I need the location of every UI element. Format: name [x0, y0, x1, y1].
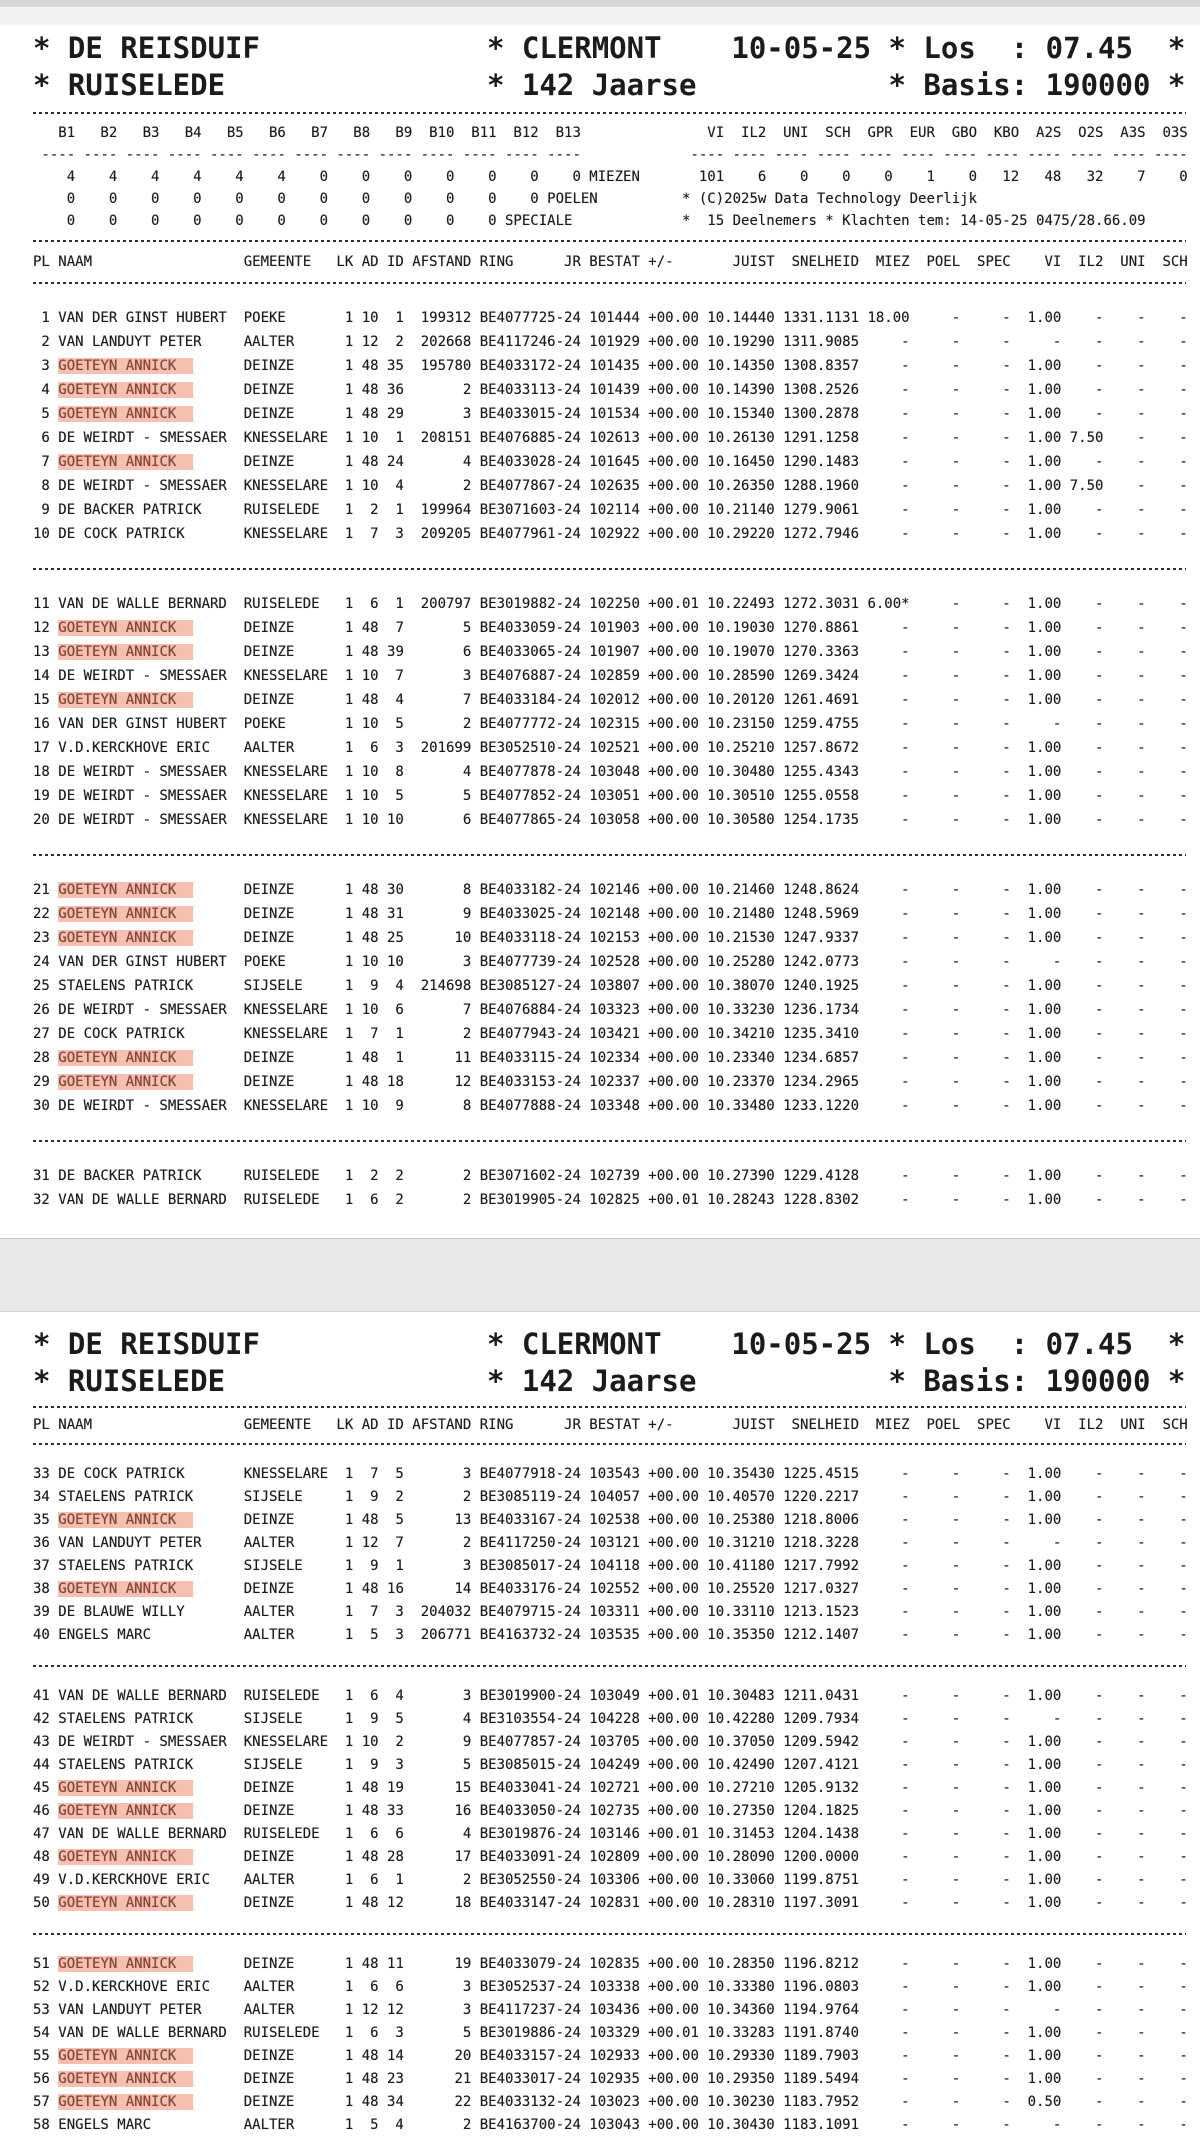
result-row-48: 48 GOETEYN ANNICK DEINZE 1 48 28 17 BE4033091-24 102809 +00.00 10.28090 1200.0000 - - - 1.00 - - -: [33, 1849, 1188, 1865]
result-row-2: 2 VAN LANDUYT PETER AALTER 1 12 2 202668 BE4117246-24 101929 +00.00 10.19290 1311.9085 - - - - - - -: [33, 334, 1188, 350]
result-row-11: 11 VAN DE WALLE BERNARD RUISELEDE 1 6 1 200797 BE3019882-24 102250 +00.01 10.22493 1272.3031 6.00* - - 1.00 - - -: [33, 596, 1188, 612]
result-row-4: 4 GOETEYN ANNICK DEINZE 1 48 36 2 BE4033113-24 101439 +00.00 10.14390 1308.2526 - - - 1.00 - - -: [33, 382, 1188, 398]
dashed-divider: [33, 1665, 1186, 1667]
pools-columns-underline: ---- ---- ---- ---- ---- ---- ---- ---- ---- ---- ---- ---- ---- ---- ---- ---- ---- ---- ---- ---- ---- ---- ---- ---- ----: [33, 147, 1188, 163]
result-row-52: 52 V.D.KERCKHOVE ERIC AALTER 1 6 6 3 BE3052537-24 103338 +00.00 10.33380 1196.0803 - - - 1.00 - - -: [33, 1979, 1188, 1995]
result-row-33: 33 DE COCK PATRICK KNESSELARE 1 7 5 3 BE4077918-24 103543 +00.00 10.35430 1225.4515 - - - 1.00 - - -: [33, 1466, 1188, 1482]
pools-speciale-row: 0 0 0 0 0 0 0 0 0 0 0 SPECIALE * 15 Deelnemers * Klachten tem: 14-05-25 0475/28.66.09: [33, 213, 1146, 229]
result-row-31: 31 DE BACKER PATRICK RUISELEDE 1 2 2 2 BE3071602-24 102739 +00.00 10.27390 1229.4128 - - - 1.00 - - -: [33, 1168, 1188, 1184]
report-header-line2: * RUISELEDE * 142 Jaarse * Basis: 190000 *: [33, 68, 1186, 102]
result-row-13: 13 GOETEYN ANNICK DEINZE 1 48 39 6 BE4033065-24 101907 +00.00 10.19070 1270.3363 - - - 1.00 - - -: [33, 644, 1188, 660]
highlighted-fancier-name: GOETEYN ANNICK: [58, 1956, 194, 1972]
dashed-divider: [33, 568, 1186, 570]
result-row-36: 36 VAN LANDUYT PETER AALTER 1 12 7 2 BE4117250-24 103121 +00.00 10.31210 1218.3228 - - - - - - -: [33, 1535, 1188, 1551]
result-row-50: 50 GOETEYN ANNICK DEINZE 1 48 12 18 BE4033147-24 102831 +00.00 10.28310 1197.3091 - - - 1.00 - - -: [33, 1895, 1188, 1911]
result-row-54: 54 VAN DE WALLE BERNARD RUISELEDE 1 6 3 5 BE3019886-24 103329 +00.01 10.33283 1191.8740 - - - 1.00 - - -: [33, 2025, 1188, 2041]
highlighted-fancier-name: GOETEYN ANNICK: [58, 1581, 194, 1597]
page-break: [0, 1238, 1200, 1312]
pools-summary-block: [33, 122, 1200, 232]
result-row-6: 6 DE WEIRDT - SMESSAER KNESSELARE 1 10 1 208151 BE4076885-24 102613 +00.00 10.26130 1291.1258 - - - 1.00 7.50 - -: [33, 430, 1188, 446]
result-row-21: 21 GOETEYN ANNICK DEINZE 1 48 30 8 BE4033182-24 102146 +00.00 10.21460 1248.8624 - - - 1.00 - - -: [33, 882, 1188, 898]
highlighted-fancier-name: GOETEYN ANNICK: [58, 358, 194, 374]
highlighted-fancier-name: GOETEYN ANNICK: [58, 1074, 194, 1090]
highlighted-fancier-name: GOETEYN ANNICK: [58, 620, 194, 636]
result-row-27: 27 DE COCK PATRICK KNESSELARE 1 7 1 2 BE4077943-24 103421 +00.00 10.34210 1235.3410 - - - 1.00 - - -: [33, 1026, 1188, 1042]
result-row-55: 55 GOETEYN ANNICK DEINZE 1 48 14 20 BE4033157-24 102933 +00.00 10.29330 1189.7903 - - - 1.00 - - -: [33, 2048, 1188, 2064]
result-row-28: 28 GOETEYN ANNICK DEINZE 1 48 1 11 BE4033115-24 102334 +00.00 10.23340 1234.6857 - - - 1.00 - - -: [33, 1050, 1188, 1066]
highlighted-fancier-name: GOETEYN ANNICK: [58, 930, 194, 946]
result-row-42: 42 STAELENS PATRICK SIJSELE 1 9 5 4 BE3103554-24 104228 +00.00 10.42280 1209.7934 - - - - - - -: [33, 1711, 1188, 1727]
result-row-35: 35 GOETEYN ANNICK DEINZE 1 48 5 13 BE4033167-24 102538 +00.00 10.25380 1218.8006 - - - 1.00 - - -: [33, 1512, 1188, 1528]
result-row-57: 57 GOETEYN ANNICK DEINZE 1 48 34 22 BE4033132-24 103023 +00.00 10.30230 1183.7952 - - - 0.50 - - -: [33, 2094, 1188, 2110]
result-row-46: 46 GOETEYN ANNICK DEINZE 1 48 33 16 BE4033050-24 102735 +00.00 10.27350 1204.1825 - - - 1.00 - - -: [33, 1803, 1188, 1819]
highlighted-fancier-name: GOETEYN ANNICK: [58, 1803, 194, 1819]
result-row-19: 19 DE WEIRDT - SMESSAER KNESSELARE 1 10 5 5 BE4077852-24 103051 +00.00 10.30510 1255.0558 - - - 1.00 - - -: [33, 788, 1188, 804]
result-row-39: 39 DE BLAUWE WILLY AALTER 1 7 3 204032 BE4079715-24 103311 +00.00 10.33110 1213.1523 - - - 1.00 - - -: [33, 1604, 1188, 1620]
result-row-41: 41 VAN DE WALLE BERNARD RUISELEDE 1 6 4 3 BE3019900-24 103049 +00.01 10.30483 1211.0431 - - - 1.00 - - -: [33, 1688, 1188, 1704]
result-group: [33, 306, 1200, 546]
result-row-24: 24 VAN DER GINST HUBERT POEKE 1 10 10 3 BE4077739-24 102528 +00.00 10.25280 1242.0773 - - - - - - -: [33, 954, 1188, 970]
result-row-16: 16 VAN DER GINST HUBERT POEKE 1 10 5 2 BE4077772-24 102315 +00.00 10.23150 1259.4755 - - - - - - -: [33, 716, 1188, 732]
result-row-53: 53 VAN LANDUYT PETER AALTER 1 12 12 3 BE4117237-24 103436 +00.00 10.34360 1194.9764 - - - - - - -: [33, 2002, 1188, 2018]
result-group: [33, 878, 1200, 1118]
highlighted-fancier-name: GOETEYN ANNICK: [58, 1050, 194, 1066]
result-row-8: 8 DE WEIRDT - SMESSAER KNESSELARE 1 10 4 2 BE4077867-24 102635 +00.00 10.26350 1288.1960 - - - 1.00 7.50 - -: [33, 478, 1188, 494]
result-row-32: 32 VAN DE WALLE BERNARD RUISELEDE 1 6 2 2 BE3019905-24 102825 +00.01 10.28243 1228.8302 - - - 1.00 - - -: [33, 1192, 1188, 1208]
result-row-37: 37 STAELENS PATRICK SIJSELE 1 9 1 3 BE3085017-24 104118 +00.00 10.41180 1217.7992 - - - 1.00 - - -: [33, 1558, 1188, 1574]
result-group: [33, 1953, 1200, 2137]
report-header-line1: * DE REISDUIF * CLERMONT 10-05-25 * Los : 07.45 *: [33, 31, 1186, 65]
dashed-divider: [33, 1443, 1186, 1445]
highlighted-fancier-name: GOETEYN ANNICK: [58, 454, 194, 470]
result-row-26: 26 DE WEIRDT - SMESSAER KNESSELARE 1 10 6 7 BE4076884-24 103323 +00.00 10.33230 1236.1734 - - - 1.00 - - -: [33, 1002, 1188, 1018]
result-row-40: 40 ENGELS MARC AALTER 1 5 3 206771 BE4163732-24 103535 +00.00 10.35350 1212.1407 - - - 1.00 - - -: [33, 1627, 1188, 1643]
result-row-17: 17 V.D.KERCKHOVE ERIC AALTER 1 6 3 201699 BE3052510-24 102521 +00.00 10.25210 1257.8672 - - - 1.00 - - -: [33, 740, 1188, 756]
dashed-divider: [33, 854, 1186, 856]
highlighted-fancier-name: GOETEYN ANNICK: [58, 2048, 194, 2064]
highlighted-fancier-name: GOETEYN ANNICK: [58, 882, 194, 898]
result-group: [33, 1685, 1200, 1915]
pools-poelen-row: 0 0 0 0 0 0 0 0 0 0 0 0 POELEN * (C)2025w Data Technology Deerlijk: [33, 191, 978, 207]
report-header-line1: * DE REISDUIF * CLERMONT 10-05-25 * Los : 07.45 *: [33, 1327, 1186, 1361]
result-row-30: 30 DE WEIRDT - SMESSAER KNESSELARE 1 10 9 8 BE4077888-24 103348 +00.00 10.33480 1233.1220 - - - 1.00 - - -: [33, 1098, 1188, 1114]
dashed-divider: [33, 240, 1186, 242]
result-row-22: 22 GOETEYN ANNICK DEINZE 1 48 31 9 BE4033025-24 102148 +00.00 10.21480 1248.5969 - - - 1.00 - - -: [33, 906, 1188, 922]
result-row-20: 20 DE WEIRDT - SMESSAER KNESSELARE 1 10 10 6 BE4077865-24 103058 +00.00 10.30580 1254.1735 - - - 1.00 - - -: [33, 812, 1188, 828]
result-row-18: 18 DE WEIRDT - SMESSAER KNESSELARE 1 10 8 4 BE4077878-24 103048 +00.00 10.30480 1255.4343 - - - 1.00 - - -: [33, 764, 1188, 780]
highlighted-fancier-name: GOETEYN ANNICK: [58, 2071, 194, 2087]
highlighted-fancier-name: GOETEYN ANNICK: [58, 692, 194, 708]
result-row-43: 43 DE WEIRDT - SMESSAER KNESSELARE 1 10 2 9 BE4077857-24 103705 +00.00 10.37050 1209.5942 - - - 1.00 - - -: [33, 1734, 1188, 1750]
pools-columns-row: B1 B2 B3 B4 B5 B6 B7 B8 B9 B10 B11 B12 B13 VI IL2 UNI SCH GPR EUR GBO KBO A2S O2S A3S 03S: [33, 125, 1188, 141]
result-row-58: 58 ENGELS MARC AALTER 1 5 4 2 BE4163700-24 103043 +00.00 10.30430 1183.1091 - - - - - - -: [33, 2117, 1188, 2133]
result-row-23: 23 GOETEYN ANNICK DEINZE 1 48 25 10 BE4033118-24 102153 +00.00 10.21530 1247.9337 - - - 1.00 - - -: [33, 930, 1188, 946]
result-row-7: 7 GOETEYN ANNICK DEINZE 1 48 24 4 BE4033028-24 101645 +00.00 10.16450 1290.1483 - - - 1.00 - - -: [33, 454, 1188, 470]
highlighted-fancier-name: GOETEYN ANNICK: [58, 1512, 194, 1528]
result-group: [33, 1463, 1200, 1647]
result-row-51: 51 GOETEYN ANNICK DEINZE 1 48 11 19 BE4033079-24 102835 +00.00 10.28350 1196.8212 - - - 1.00 - - -: [33, 1956, 1188, 1972]
highlighted-fancier-name: GOETEYN ANNICK: [58, 1849, 194, 1865]
result-row-38: 38 GOETEYN ANNICK DEINZE 1 48 16 14 BE4033176-24 102552 +00.00 10.25520 1217.0327 - - - 1.00 - - -: [33, 1581, 1188, 1597]
pools-miezen-row: 4 4 4 4 4 4 0 0 0 0 0 0 0 MIEZEN 101 6 0 0 0 1 0 12 48 32 7 0: [33, 169, 1188, 185]
result-group: [33, 592, 1200, 832]
dashed-divider: [33, 1933, 1186, 1935]
highlighted-fancier-name: GOETEYN ANNICK: [58, 2094, 194, 2110]
highlighted-fancier-name: GOETEYN ANNICK: [58, 644, 194, 660]
dashed-divider: [33, 1140, 1186, 1142]
table-column-header: PL NAAM GEMEENTE LK AD ID AFSTAND RING JR BESTAT +/- JUIST SNELHEID MIEZ POEL SPEC VI IL2 UNI SCH: [33, 254, 1188, 270]
highlighted-fancier-name: GOETEYN ANNICK: [58, 906, 194, 922]
results-page-2: [0, 1312, 1200, 2137]
result-row-29: 29 GOETEYN ANNICK DEINZE 1 48 18 12 BE4033153-24 102337 +00.00 10.23370 1234.2965 - - - 1.00 - - -: [33, 1074, 1188, 1090]
result-row-47: 47 VAN DE WALLE BERNARD RUISELEDE 1 6 6 4 BE3019876-24 103146 +00.01 10.31453 1204.1438 - - - 1.00 - - -: [33, 1826, 1188, 1842]
result-row-45: 45 GOETEYN ANNICK DEINZE 1 48 19 15 BE4033041-24 102721 +00.00 10.27210 1205.9132 - - - 1.00 - - -: [33, 1780, 1188, 1796]
result-row-25: 25 STAELENS PATRICK SIJSELE 1 9 4 214698 BE3085127-24 103807 +00.00 10.38070 1240.1925 - - - 1.00 - - -: [33, 978, 1188, 994]
result-row-5: 5 GOETEYN ANNICK DEINZE 1 48 29 3 BE4033015-24 101534 +00.00 10.15340 1300.2878 - - - 1.00 - - -: [33, 406, 1188, 422]
result-row-10: 10 DE COCK PATRICK KNESSELARE 1 7 3 209205 BE4077961-24 102922 +00.00 10.29220 1272.7946 - - - 1.00 - - -: [33, 526, 1188, 542]
results-table-page1: [33, 306, 1200, 1212]
result-row-12: 12 GOETEYN ANNICK DEINZE 1 48 7 5 BE4033059-24 101903 +00.00 10.19030 1270.8861 - - - 1.00 - - -: [33, 620, 1188, 636]
result-row-14: 14 DE WEIRDT - SMESSAER KNESSELARE 1 10 7 3 BE4076887-24 102859 +00.00 10.28590 1269.3424 - - - 1.00 - - -: [33, 668, 1188, 684]
result-row-1: 1 VAN DER GINST HUBERT POEKE 1 10 1 199312 BE4077725-24 101444 +00.00 10.14440 1331.1131 18.00 - - 1.00 - - -: [33, 310, 1188, 326]
result-row-34: 34 STAELENS PATRICK SIJSELE 1 9 2 2 BE3085119-24 104057 +00.00 10.40570 1220.2217 - - - 1.00 - - -: [33, 1489, 1188, 1505]
result-row-3: 3 GOETEYN ANNICK DEINZE 1 48 35 195780 BE4033172-24 101435 +00.00 10.14350 1308.8357 - - - 1.00 - - -: [33, 358, 1188, 374]
dashed-divider: [33, 282, 1186, 284]
result-row-9: 9 DE BACKER PATRICK RUISELEDE 1 2 1 199964 BE3071603-24 102114 +00.00 10.21140 1279.9061 - - - 1.00 - - -: [33, 502, 1188, 518]
dashed-divider: [33, 112, 1186, 114]
result-row-15: 15 GOETEYN ANNICK DEINZE 1 48 4 7 BE4033184-24 102012 +00.00 10.20120 1261.4691 - - - 1.00 - - -: [33, 692, 1188, 708]
table-column-header: PL NAAM GEMEENTE LK AD ID AFSTAND RING JR BESTAT +/- JUIST SNELHEID MIEZ POEL SPEC VI IL2 UNI SCH: [33, 1417, 1188, 1433]
result-row-44: 44 STAELENS PATRICK SIJSELE 1 9 3 5 BE3085015-24 104249 +00.00 10.42490 1207.4121 - - - 1.00 - - -: [33, 1757, 1188, 1773]
report-header-line2: * RUISELEDE * 142 Jaarse * Basis: 190000 *: [33, 1364, 1186, 1398]
result-group: [33, 1164, 1200, 1212]
result-row-49: 49 V.D.KERCKHOVE ERIC AALTER 1 6 1 2 BE3052550-24 103306 +00.00 10.33060 1199.8751 - - - 1.00 - - -: [33, 1872, 1188, 1888]
highlighted-fancier-name: GOETEYN ANNICK: [58, 1895, 194, 1911]
result-row-56: 56 GOETEYN ANNICK DEINZE 1 48 23 21 BE4033017-24 102935 +00.00 10.29350 1189.5494 - - - 1.00 - - -: [33, 2071, 1188, 2087]
highlighted-fancier-name: GOETEYN ANNICK: [58, 382, 194, 398]
results-table-page2: [33, 1463, 1200, 2137]
highlighted-fancier-name: GOETEYN ANNICK: [58, 1780, 194, 1796]
highlighted-fancier-name: GOETEYN ANNICK: [58, 406, 194, 422]
dashed-divider: [33, 1406, 1186, 1408]
